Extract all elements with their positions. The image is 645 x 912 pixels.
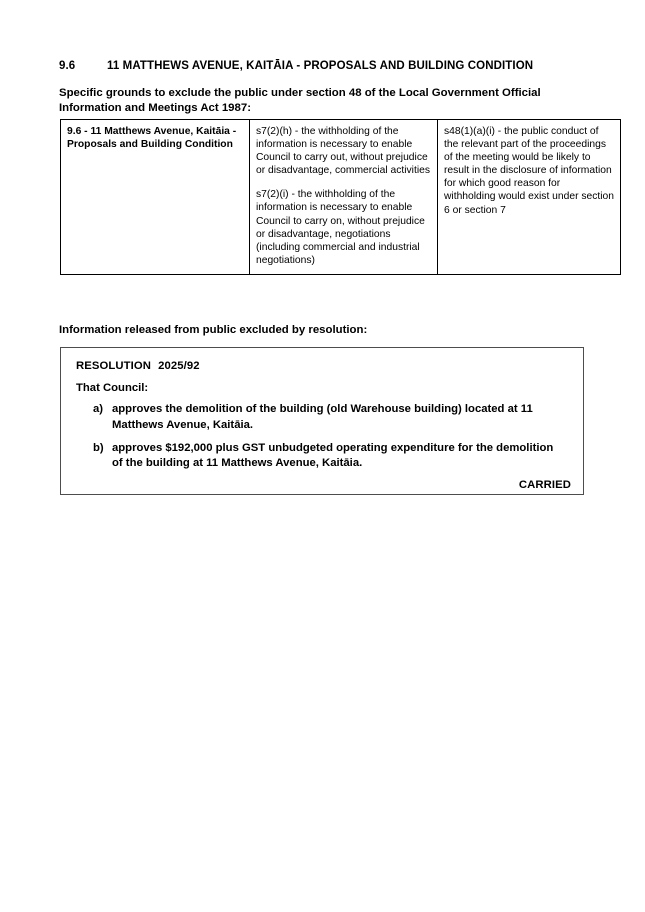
table-row xyxy=(61,120,621,275)
intro-line-2: Information and Meetings Act 1987: xyxy=(59,102,251,115)
list-item-text: approves the demolition of the building (old Warehouse building) located at 11 xyxy=(112,403,533,416)
subject-text: 9.6 - 11 Matthews Avenue, Kaitāia - Proposals and Building Condition xyxy=(67,126,237,151)
exclusion-grounds-intro xyxy=(59,86,585,117)
list-item-text-continued: of the building at 11 Matthews Avenue, Kaitāia. xyxy=(112,457,363,470)
heading-title: 11 MATTHEWS AVENUE, KAITĀIA - PROPOSALS AND BUILDING CONDITION xyxy=(107,60,534,72)
reason-text: s48(1)(a)(i) - the public conduct of the relevant part of the proceedings of the meeting would be likely to result in the disclosure of information for which good reason for withholding would exist under section 6 or section 7 xyxy=(444,126,614,216)
resolution-number: 2025/92 xyxy=(158,360,200,372)
resolution-intro: That Council: xyxy=(76,382,149,395)
heading-number: 9.6 xyxy=(59,60,76,72)
exclusion-grounds-table xyxy=(60,119,621,275)
resolution-items-list xyxy=(73,402,571,471)
cell-reason xyxy=(438,120,621,275)
cell-grounds xyxy=(250,120,438,275)
list-item-text-continued: Matthews Avenue, Kaitāia. xyxy=(112,418,254,431)
page-title xyxy=(59,59,584,73)
resolution-title xyxy=(76,359,571,374)
intro-line-1: Specific grounds to exclude the public under section 48 of the Local Government Official xyxy=(59,87,541,99)
ground-clause-h: s7(2)(h) - the withholding of the information is necessary to enable Council to carry out, without prejudice or disadvantage, commercial activities xyxy=(256,126,430,177)
resolution-outcome: CARRIED xyxy=(518,479,571,492)
list-item-marker: b) xyxy=(93,441,104,454)
resolution-box xyxy=(60,347,584,495)
list-item-text: approves $192,000 plus GST unbudgeted operating expenditure for the demolition xyxy=(112,441,554,454)
list-item xyxy=(73,441,571,471)
list-item xyxy=(73,402,571,432)
ground-clause-i: s7(2)(i) - the withholding of the information is necessary to enable Council to carry on, without prejudice or disadvantage, negotiations (including commercial and industrial negotiations) xyxy=(256,189,425,266)
resolution-label: RESOLUTION xyxy=(76,360,152,372)
list-item-marker: a) xyxy=(93,403,104,416)
information-released-label: Information released from public excluded by resolution: xyxy=(59,324,368,336)
cell-subject xyxy=(61,120,250,275)
